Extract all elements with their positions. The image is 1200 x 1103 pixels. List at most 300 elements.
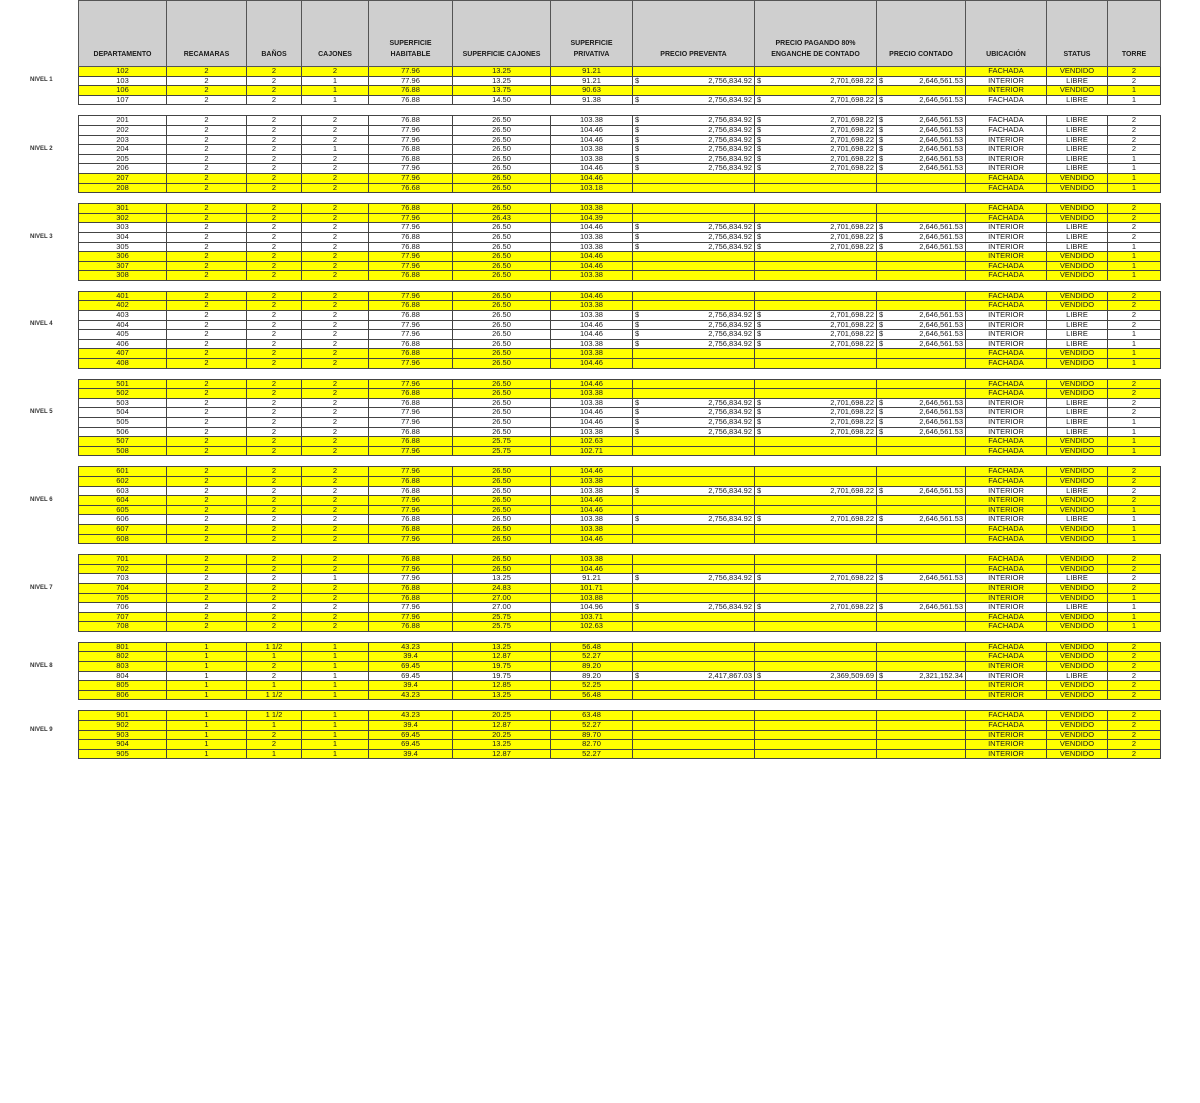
currency-sign: $ (757, 242, 762, 251)
cell-status: VENDIDO (1047, 173, 1108, 183)
cell-precio-preventa (633, 515, 755, 525)
cell-banos: 2 (247, 583, 302, 593)
cell-sup-cajones: 26.50 (453, 154, 551, 164)
cell-sup-privativa: 104.46 (551, 467, 633, 477)
cell-precio-preventa (633, 242, 755, 252)
cell-precio-80 (755, 252, 877, 262)
cell-cajones: 2 (302, 164, 369, 174)
cell-cajones: 1 (302, 749, 369, 759)
cell-sup-cajones: 13.25 (453, 574, 551, 584)
cell-sup-habitable: 77.96 (369, 135, 453, 145)
cell-cajones: 2 (302, 505, 369, 515)
cell-precio-contado (877, 642, 966, 652)
cell-cajones: 1 (302, 671, 369, 681)
table-row (79, 261, 1161, 271)
table-row (79, 612, 1161, 622)
cell-sup-privativa: 91.21 (551, 67, 633, 77)
cell-recamaras: 2 (167, 125, 247, 135)
cell-sup-privativa: 103.38 (551, 398, 633, 408)
currency-sign: $ (879, 135, 884, 144)
column-header: PRECIO CONTADO (877, 1, 966, 67)
cell-banos: 2 (247, 173, 302, 183)
cell-ubicacion: INTERIOR (966, 690, 1047, 700)
cell-status: VENDIDO (1047, 379, 1108, 389)
cell-ubicacion: INTERIOR (966, 515, 1047, 525)
header-row (79, 1, 1161, 67)
cell-recamaras: 2 (167, 603, 247, 613)
cell-status: VENDIDO (1047, 476, 1108, 486)
cell-precio-contado (877, 505, 966, 515)
cell-departamento: 103 (79, 76, 167, 86)
cell-status: VENDIDO (1047, 496, 1108, 506)
level-label: NIVEL 9 (30, 726, 53, 733)
currency-sign: $ (757, 310, 762, 320)
cell-recamaras: 2 (167, 583, 247, 593)
table-row (79, 95, 1161, 105)
cell-precio-80 (755, 154, 877, 164)
cell-ubicacion: INTERIOR (966, 76, 1047, 86)
price-amount: 2,701,698.22 (830, 154, 874, 163)
price-amount: 2,756,834.92 (708, 320, 752, 329)
cell-banos: 2 (247, 125, 302, 135)
currency-sign: $ (879, 222, 884, 232)
cell-sup-habitable: 76.88 (369, 398, 453, 408)
cell-banos: 2 (247, 271, 302, 281)
cell-sup-cajones: 26.50 (453, 524, 551, 534)
level-label: NIVEL 8 (30, 663, 53, 669)
cell-torre: 2 (1108, 76, 1161, 86)
price-amount: 2,756,834.92 (708, 163, 752, 173)
cell-sup-privativa: 103.38 (551, 301, 633, 311)
cell-banos: 2 (247, 320, 302, 330)
price-amount: 2,646,561.53 (919, 144, 963, 154)
cell-recamaras: 2 (167, 339, 247, 349)
table-row (79, 271, 1161, 281)
cell-sup-habitable: 77.96 (369, 164, 453, 174)
cell-banos: 2 (247, 408, 302, 418)
cell-precio-80 (755, 721, 877, 731)
level-gap (79, 456, 1161, 467)
cell-precio-80 (755, 505, 877, 515)
cell-ubicacion: FACHADA (966, 95, 1047, 105)
price-amount: 2,417,867.03 (708, 671, 752, 680)
cell-sup-habitable: 77.96 (369, 67, 453, 77)
cell-recamaras: 1 (167, 662, 247, 672)
cell-torre: 2 (1108, 67, 1161, 77)
cell-precio-contado (877, 496, 966, 506)
price-amount: 2,701,698.22 (830, 76, 874, 85)
table-row (79, 311, 1161, 321)
cell-precio-contado (877, 603, 966, 613)
cell-departamento: 708 (79, 622, 167, 632)
cell-torre: 1 (1108, 524, 1161, 534)
cell-banos: 1 1/2 (247, 642, 302, 652)
cell-recamaras: 2 (167, 67, 247, 77)
cell-banos: 2 (247, 486, 302, 496)
level-gap (79, 193, 1161, 204)
cell-precio-preventa (633, 418, 755, 428)
cell-status: LIBRE (1047, 574, 1108, 584)
cell-recamaras: 2 (167, 524, 247, 534)
cell-torre: 2 (1108, 662, 1161, 672)
price-amount: 2,701,698.22 (830, 320, 874, 329)
cell-recamaras: 2 (167, 515, 247, 525)
cell-ubicacion: INTERIOR (966, 574, 1047, 584)
price-amount: 2,646,561.53 (919, 163, 963, 173)
cell-precio-contado (877, 446, 966, 456)
cell-precio-contado (877, 95, 966, 105)
cell-precio-preventa (633, 740, 755, 750)
cell-torre: 2 (1108, 311, 1161, 321)
cell-sup-habitable: 77.96 (369, 612, 453, 622)
cell-sup-habitable: 76.88 (369, 311, 453, 321)
cell-departamento: 606 (79, 515, 167, 525)
cell-torre: 2 (1108, 574, 1161, 584)
cell-departamento: 206 (79, 164, 167, 174)
currency-sign: $ (635, 417, 640, 426)
cell-sup-privativa: 104.46 (551, 320, 633, 330)
cell-banos: 2 (247, 622, 302, 632)
cell-precio-contado (877, 583, 966, 593)
cell-recamaras: 1 (167, 681, 247, 691)
cell-cajones: 2 (302, 261, 369, 271)
cell-sup-habitable: 76.88 (369, 86, 453, 96)
cell-status: VENDIDO (1047, 612, 1108, 622)
cell-torre: 1 (1108, 612, 1161, 622)
cell-recamaras: 2 (167, 398, 247, 408)
cell-precio-contado (877, 486, 966, 496)
cell-sup-habitable: 76.88 (369, 476, 453, 486)
cell-departamento: 203 (79, 135, 167, 145)
cell-precio-preventa (633, 389, 755, 399)
currency-sign: $ (879, 407, 884, 417)
cell-sup-privativa: 103.38 (551, 427, 633, 437)
cell-precio-preventa (633, 408, 755, 418)
cell-departamento: 502 (79, 389, 167, 399)
cell-cajones: 1 (302, 642, 369, 652)
cell-torre: 1 (1108, 437, 1161, 447)
cell-sup-cajones: 26.50 (453, 145, 551, 155)
level-label: NIVEL 2 (30, 145, 53, 152)
cell-recamaras: 2 (167, 135, 247, 145)
cell-sup-privativa: 104.46 (551, 330, 633, 340)
cell-sup-cajones: 20.25 (453, 730, 551, 740)
cell-banos: 2 (247, 524, 302, 534)
cell-sup-cajones: 25.75 (453, 446, 551, 456)
cell-torre: 1 (1108, 164, 1161, 174)
price-amount: 2,756,834.92 (708, 310, 752, 320)
cell-sup-cajones: 26.50 (453, 252, 551, 262)
column-header: STATUS (1047, 1, 1108, 67)
table-row (79, 505, 1161, 515)
cell-recamaras: 2 (167, 232, 247, 242)
cell-precio-80 (755, 311, 877, 321)
cell-sup-cajones: 26.50 (453, 505, 551, 515)
price-amount: 2,701,698.22 (830, 222, 874, 232)
cell-cajones: 1 (302, 662, 369, 672)
currency-sign: $ (757, 427, 762, 436)
cell-departamento: 407 (79, 349, 167, 359)
cell-torre: 2 (1108, 213, 1161, 223)
cell-recamaras: 1 (167, 740, 247, 750)
cell-sup-habitable: 77.96 (369, 223, 453, 233)
cell-ubicacion: FACHADA (966, 379, 1047, 389)
cell-recamaras: 2 (167, 204, 247, 214)
cell-departamento: 506 (79, 427, 167, 437)
table-row (79, 496, 1161, 506)
cell-torre: 1 (1108, 534, 1161, 544)
cell-precio-contado (877, 662, 966, 672)
cell-status: VENDIDO (1047, 721, 1108, 731)
cell-sup-privativa: 103.38 (551, 232, 633, 242)
cell-status: VENDIDO (1047, 555, 1108, 565)
cell-ubicacion: INTERIOR (966, 242, 1047, 252)
price-amount: 2,646,561.53 (919, 95, 963, 104)
cell-torre: 2 (1108, 125, 1161, 135)
cell-recamaras: 2 (167, 496, 247, 506)
cell-ubicacion: INTERIOR (966, 339, 1047, 349)
cell-sup-privativa: 104.46 (551, 496, 633, 506)
table-row (79, 446, 1161, 456)
cell-sup-privativa: 103.38 (551, 524, 633, 534)
level-gap (79, 544, 1161, 555)
cell-precio-80 (755, 515, 877, 525)
cell-precio-contado (877, 622, 966, 632)
table-row (79, 349, 1161, 359)
cell-cajones: 1 (302, 721, 369, 731)
cell-ubicacion: INTERIOR (966, 223, 1047, 233)
cell-status: VENDIDO (1047, 301, 1108, 311)
cell-precio-preventa (633, 349, 755, 359)
cell-status: VENDIDO (1047, 183, 1108, 193)
cell-ubicacion: FACHADA (966, 173, 1047, 183)
cell-sup-habitable: 77.96 (369, 574, 453, 584)
cell-torre: 1 (1108, 593, 1161, 603)
cell-cajones: 2 (302, 330, 369, 340)
cell-sup-cajones: 26.50 (453, 486, 551, 496)
table-row (79, 690, 1161, 700)
cell-departamento: 306 (79, 252, 167, 262)
cell-banos: 1 (247, 652, 302, 662)
table-row (79, 418, 1161, 428)
cell-ubicacion: INTERIOR (966, 505, 1047, 515)
cell-precio-80 (755, 476, 877, 486)
cell-cajones: 2 (302, 116, 369, 126)
cell-precio-contado (877, 301, 966, 311)
cell-precio-80 (755, 379, 877, 389)
cell-departamento: 301 (79, 204, 167, 214)
cell-precio-80 (755, 183, 877, 193)
currency-sign: $ (635, 427, 640, 436)
cell-cajones: 2 (302, 242, 369, 252)
cell-sup-cajones: 13.25 (453, 642, 551, 652)
price-amount: 2,701,698.22 (830, 514, 874, 524)
cell-departamento: 806 (79, 690, 167, 700)
cell-ubicacion: INTERIOR (966, 662, 1047, 672)
table-row (79, 515, 1161, 525)
price-amount: 2,756,834.92 (708, 417, 752, 426)
cell-recamaras: 2 (167, 574, 247, 584)
cell-recamaras: 1 (167, 652, 247, 662)
cell-sup-cajones: 13.75 (453, 86, 551, 96)
cell-ubicacion: FACHADA (966, 564, 1047, 574)
price-amount: 2,756,834.92 (708, 232, 752, 241)
cell-precio-preventa (633, 252, 755, 262)
cell-sup-habitable: 77.96 (369, 330, 453, 340)
cell-sup-cajones: 12.87 (453, 721, 551, 731)
cell-precio-80 (755, 232, 877, 242)
cell-departamento: 304 (79, 232, 167, 242)
cell-cajones: 1 (302, 652, 369, 662)
cell-cajones: 2 (302, 67, 369, 77)
cell-sup-privativa: 56.48 (551, 690, 633, 700)
table-row (79, 524, 1161, 534)
price-amount: 2,646,561.53 (919, 125, 963, 134)
cell-cajones: 2 (302, 603, 369, 613)
cell-precio-80 (755, 427, 877, 437)
cell-departamento: 107 (79, 95, 167, 105)
cell-precio-preventa (633, 223, 755, 233)
cell-banos: 2 (247, 389, 302, 399)
cell-sup-cajones: 25.75 (453, 437, 551, 447)
cell-cajones: 2 (302, 476, 369, 486)
cell-cajones: 2 (302, 389, 369, 399)
cell-torre: 2 (1108, 583, 1161, 593)
cell-recamaras: 2 (167, 320, 247, 330)
cell-banos: 2 (247, 232, 302, 242)
cell-status: VENDIDO (1047, 86, 1108, 96)
currency-sign: $ (879, 573, 884, 583)
cell-banos: 2 (247, 515, 302, 525)
cell-sup-privativa: 103.38 (551, 339, 633, 349)
cell-status: VENDIDO (1047, 622, 1108, 632)
cell-sup-cajones: 26.50 (453, 534, 551, 544)
cell-sup-habitable: 69.45 (369, 740, 453, 750)
currency-sign: $ (879, 144, 884, 154)
cell-torre: 2 (1108, 379, 1161, 389)
cell-sup-privativa: 103.38 (551, 349, 633, 359)
cell-status: VENDIDO (1047, 437, 1108, 447)
cell-precio-80 (755, 271, 877, 281)
cell-sup-habitable: 39.4 (369, 681, 453, 691)
cell-precio-80 (755, 622, 877, 632)
cell-banos: 2 (247, 446, 302, 456)
price-amount: 2,756,834.92 (708, 76, 752, 85)
cell-torre: 1 (1108, 603, 1161, 613)
price-amount: 2,756,834.92 (708, 339, 752, 348)
price-amount: 2,646,561.53 (919, 573, 963, 583)
price-amount: 2,646,561.53 (919, 407, 963, 417)
cell-ubicacion: INTERIOR (966, 603, 1047, 613)
cell-sup-privativa: 104.46 (551, 173, 633, 183)
cell-sup-cajones: 26.50 (453, 398, 551, 408)
currency-sign: $ (757, 339, 762, 348)
currency-sign: $ (757, 222, 762, 232)
column-header: UBICACIÓN (966, 1, 1047, 67)
cell-recamaras: 2 (167, 95, 247, 105)
cell-ubicacion: FACHADA (966, 467, 1047, 477)
cell-recamaras: 2 (167, 505, 247, 515)
cell-cajones: 2 (302, 349, 369, 359)
cell-precio-contado (877, 555, 966, 565)
cell-sup-habitable: 77.96 (369, 379, 453, 389)
cell-recamaras: 2 (167, 223, 247, 233)
currency-sign: $ (757, 486, 762, 495)
cell-status: VENDIDO (1047, 681, 1108, 691)
cell-recamaras: 1 (167, 749, 247, 759)
cell-banos: 2 (247, 330, 302, 340)
cell-ubicacion: FACHADA (966, 261, 1047, 271)
cell-recamaras: 2 (167, 408, 247, 418)
cell-ubicacion: INTERIOR (966, 164, 1047, 174)
cell-banos: 1 1/2 (247, 690, 302, 700)
cell-torre: 2 (1108, 711, 1161, 721)
cell-recamaras: 2 (167, 242, 247, 252)
cell-precio-preventa (633, 690, 755, 700)
cell-banos: 2 (247, 135, 302, 145)
cell-banos: 2 (247, 740, 302, 750)
cell-precio-80 (755, 242, 877, 252)
cell-sup-cajones: 26.50 (453, 339, 551, 349)
cell-departamento: 703 (79, 574, 167, 584)
cell-ubicacion: INTERIOR (966, 681, 1047, 691)
cell-banos: 2 (247, 76, 302, 86)
cell-cajones: 1 (302, 740, 369, 750)
cell-torre: 1 (1108, 418, 1161, 428)
cell-sup-habitable: 76.88 (369, 232, 453, 242)
cell-sup-cajones: 26.50 (453, 223, 551, 233)
currency-sign: $ (879, 417, 884, 426)
table-row (79, 662, 1161, 672)
table-row (79, 145, 1161, 155)
cell-sup-habitable: 76.88 (369, 486, 453, 496)
cell-sup-habitable: 77.96 (369, 534, 453, 544)
cell-sup-habitable: 77.96 (369, 603, 453, 613)
cell-recamaras: 2 (167, 164, 247, 174)
cell-ubicacion: FACHADA (966, 534, 1047, 544)
cell-sup-privativa: 89.20 (551, 671, 633, 681)
cell-cajones: 2 (302, 467, 369, 477)
cell-precio-preventa (633, 730, 755, 740)
cell-recamaras: 2 (167, 564, 247, 574)
cell-precio-contado (877, 330, 966, 340)
table-row (79, 427, 1161, 437)
cell-recamaras: 2 (167, 311, 247, 321)
cell-precio-80 (755, 95, 877, 105)
cell-recamaras: 2 (167, 291, 247, 301)
cell-precio-contado (877, 311, 966, 321)
cell-torre: 2 (1108, 555, 1161, 565)
cell-recamaras: 2 (167, 476, 247, 486)
cell-recamaras: 1 (167, 642, 247, 652)
currency-sign: $ (635, 398, 640, 407)
price-amount: 2,756,834.92 (708, 602, 752, 612)
cell-cajones: 1 (302, 711, 369, 721)
cell-departamento: 701 (79, 555, 167, 565)
cell-ubicacion: INTERIOR (966, 671, 1047, 681)
currency-sign: $ (879, 427, 884, 436)
cell-sup-privativa: 104.46 (551, 534, 633, 544)
column-header: PRECIO PREVENTA (633, 1, 755, 67)
currency-sign: $ (757, 602, 762, 612)
cell-precio-preventa (633, 173, 755, 183)
cell-banos: 2 (247, 204, 302, 214)
cell-precio-80 (755, 135, 877, 145)
cell-status: VENDIDO (1047, 642, 1108, 652)
table-row (79, 408, 1161, 418)
cell-precio-preventa (633, 593, 755, 603)
cell-banos: 1 1/2 (247, 711, 302, 721)
